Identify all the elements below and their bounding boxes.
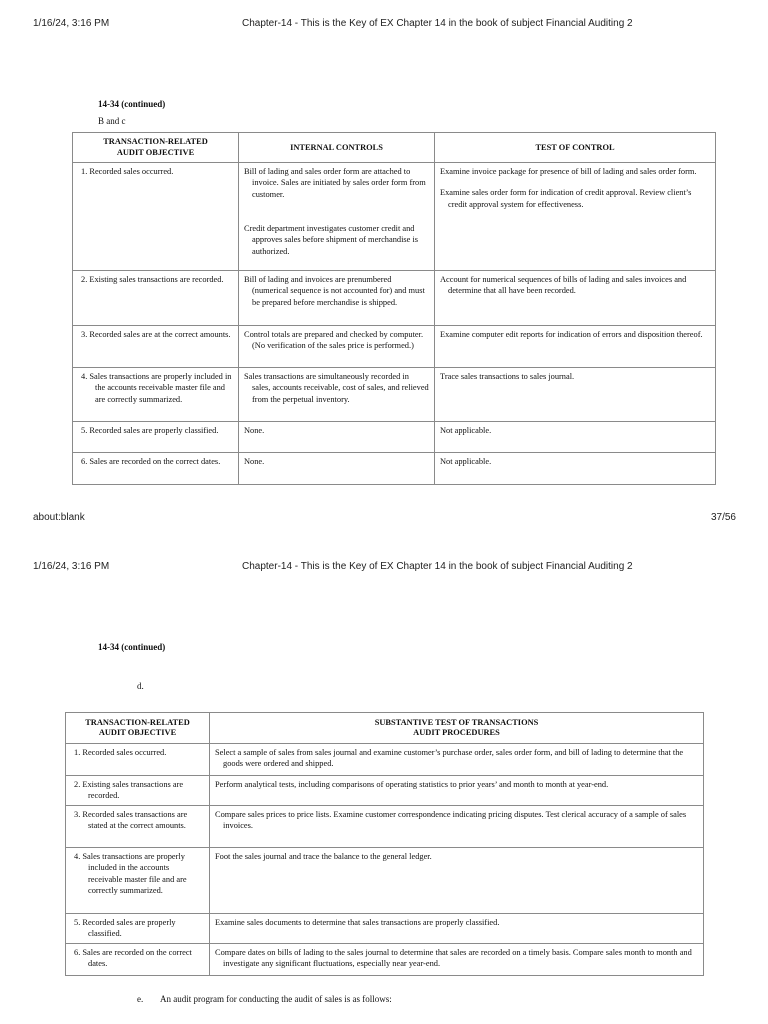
table-row <box>66 806 704 848</box>
test-text: Examine computer edit reports for indication of errors and disposition thereof. <box>440 330 703 339</box>
substantive-tests-table <box>65 712 704 976</box>
objective-cell: 2. Existing sales transactions are recorded. <box>74 780 184 801</box>
table-row <box>73 422 716 453</box>
test-text: Account for numerical sequences of bills of lading and sales invoices and determine that all have been recorded. <box>440 275 687 296</box>
table-row <box>66 744 704 776</box>
table-row <box>66 776 704 806</box>
print-datetime: 1/16/24, 3:16 PM <box>33 561 110 572</box>
item-e-text: An audit program for conducting the audit of sales is as follows: <box>160 994 392 1004</box>
objective-cell: 2. Existing sales transactions are recorded. <box>81 275 224 284</box>
table-row <box>73 326 716 368</box>
subsection-label: d. <box>137 681 144 691</box>
control-text: None. <box>244 457 265 466</box>
objective-cell: 4. Sales transactions are properly included in the accounts receivable master file and are correctly summarized. <box>81 372 232 404</box>
test-text: Examine sales order form for indication of credit approval. Review client’s credit approval system for effectiveness. <box>440 188 692 209</box>
print-title: Chapter-14 - This is the Key of EX Chapter 14 in the book of subject Financial Auditing 2 <box>242 18 633 29</box>
test-text: Examine invoice package for presence of bill of lading and sales order form. <box>440 167 697 176</box>
col-header-tests: TEST OF CONTROL <box>435 133 716 163</box>
col-header-procedures: SUBSTANTIVE TEST OF TRANSACTIONS AUDIT PROCEDURES <box>210 713 704 744</box>
table-row <box>73 368 716 422</box>
procedure-text: Foot the sales journal and trace the balance to the general ledger. <box>215 852 432 861</box>
col-header-objective: TRANSACTION-RELATED AUDIT OBJECTIVE <box>66 713 210 744</box>
table-header-row <box>66 713 704 744</box>
objective-cell: 1. Recorded sales occurred. <box>81 167 174 176</box>
controls-table <box>72 132 716 485</box>
objective-cell: 5. Recorded sales are properly classified. <box>74 918 176 939</box>
control-text: Bill of lading and invoices are prenumbered (numerical sequence is not accounted for) and must be prepared before merchandise is shipped. <box>244 275 425 307</box>
section-title: 14-34 (continued) <box>98 99 166 109</box>
procedure-text: Select a sample of sales from sales journal and examine customer’s purchase order, sales order form, and bill of lading to determine that the goods were ordered and shipped. <box>215 748 684 769</box>
item-e-label: e. <box>137 994 144 1004</box>
table-header-row <box>73 133 716 163</box>
table-row <box>66 848 704 914</box>
procedure-text: Compare dates on bills of lading to the sales journal to determine that sales are recorded on a timely basis. Compare sales month to month and investigate any significant fluctuations, especially near year-end. <box>215 948 692 969</box>
table-row <box>73 163 716 271</box>
table-row <box>73 453 716 485</box>
subsection-label: B and c <box>98 116 126 126</box>
section-title: 14-34 (continued) <box>98 642 166 652</box>
procedure-text: Perform analytical tests, including comparisons of operating statistics to prior years’ and month to month at year-end. <box>215 780 609 789</box>
test-text: Not applicable. <box>440 426 492 435</box>
print-datetime: 1/16/24, 3:16 PM <box>33 18 110 29</box>
procedure-text: Compare sales prices to price lists. Examine customer correspondence indicating pricing disputes. Test clerical accuracy of a sample of sales invoices. <box>215 810 687 831</box>
col-header-controls: INTERNAL CONTROLS <box>239 133 435 163</box>
test-text: Not applicable. <box>440 457 492 466</box>
table-row <box>66 944 704 976</box>
objective-cell: 4. Sales transactions are properly included in the accounts receivable master file and are correctly summarized. <box>74 852 187 896</box>
print-title: Chapter-14 - This is the Key of EX Chapter 14 in the book of subject Financial Auditing 2 <box>242 561 633 572</box>
objective-cell: 1. Recorded sales occurred. <box>74 748 167 757</box>
procedure-text: Examine sales documents to determine that sales transactions are properly classified. <box>215 918 500 927</box>
objective-cell: 6. Sales are recorded on the correct dates. <box>81 457 221 466</box>
control-text: Bill of lading and sales order form are attached to invoice. Sales are initiated by sales order form from customer. <box>244 167 426 199</box>
print-page-number: 37/56 <box>710 512 736 523</box>
objective-cell: 3. Recorded sales transactions are stated at the correct amounts. <box>74 810 188 831</box>
test-text: Trace sales transactions to sales journal. <box>440 372 575 381</box>
control-text: Control totals are prepared and checked by computer. (No verification of the sales price is performed.) <box>244 330 424 351</box>
table-row <box>66 914 704 944</box>
objective-cell: 5. Recorded sales are properly classified. <box>81 426 219 435</box>
control-text: Sales transactions are simultaneously recorded in sales, accounts receivable, cost of sales, and relieved from the perpetual inventory. <box>244 372 429 404</box>
objective-cell: 3. Recorded sales are at the correct amounts. <box>81 330 231 339</box>
objective-cell: 6. Sales are recorded on the correct dates. <box>74 948 192 969</box>
table-row <box>73 271 716 326</box>
col-header-objective: TRANSACTION-RELATED AUDIT OBJECTIVE <box>73 133 239 163</box>
control-text: None. <box>244 426 265 435</box>
control-text: Credit department investigates customer credit and approves sales before shipment of merchandise is authorized. <box>244 224 419 256</box>
print-url: about:blank <box>33 512 85 523</box>
